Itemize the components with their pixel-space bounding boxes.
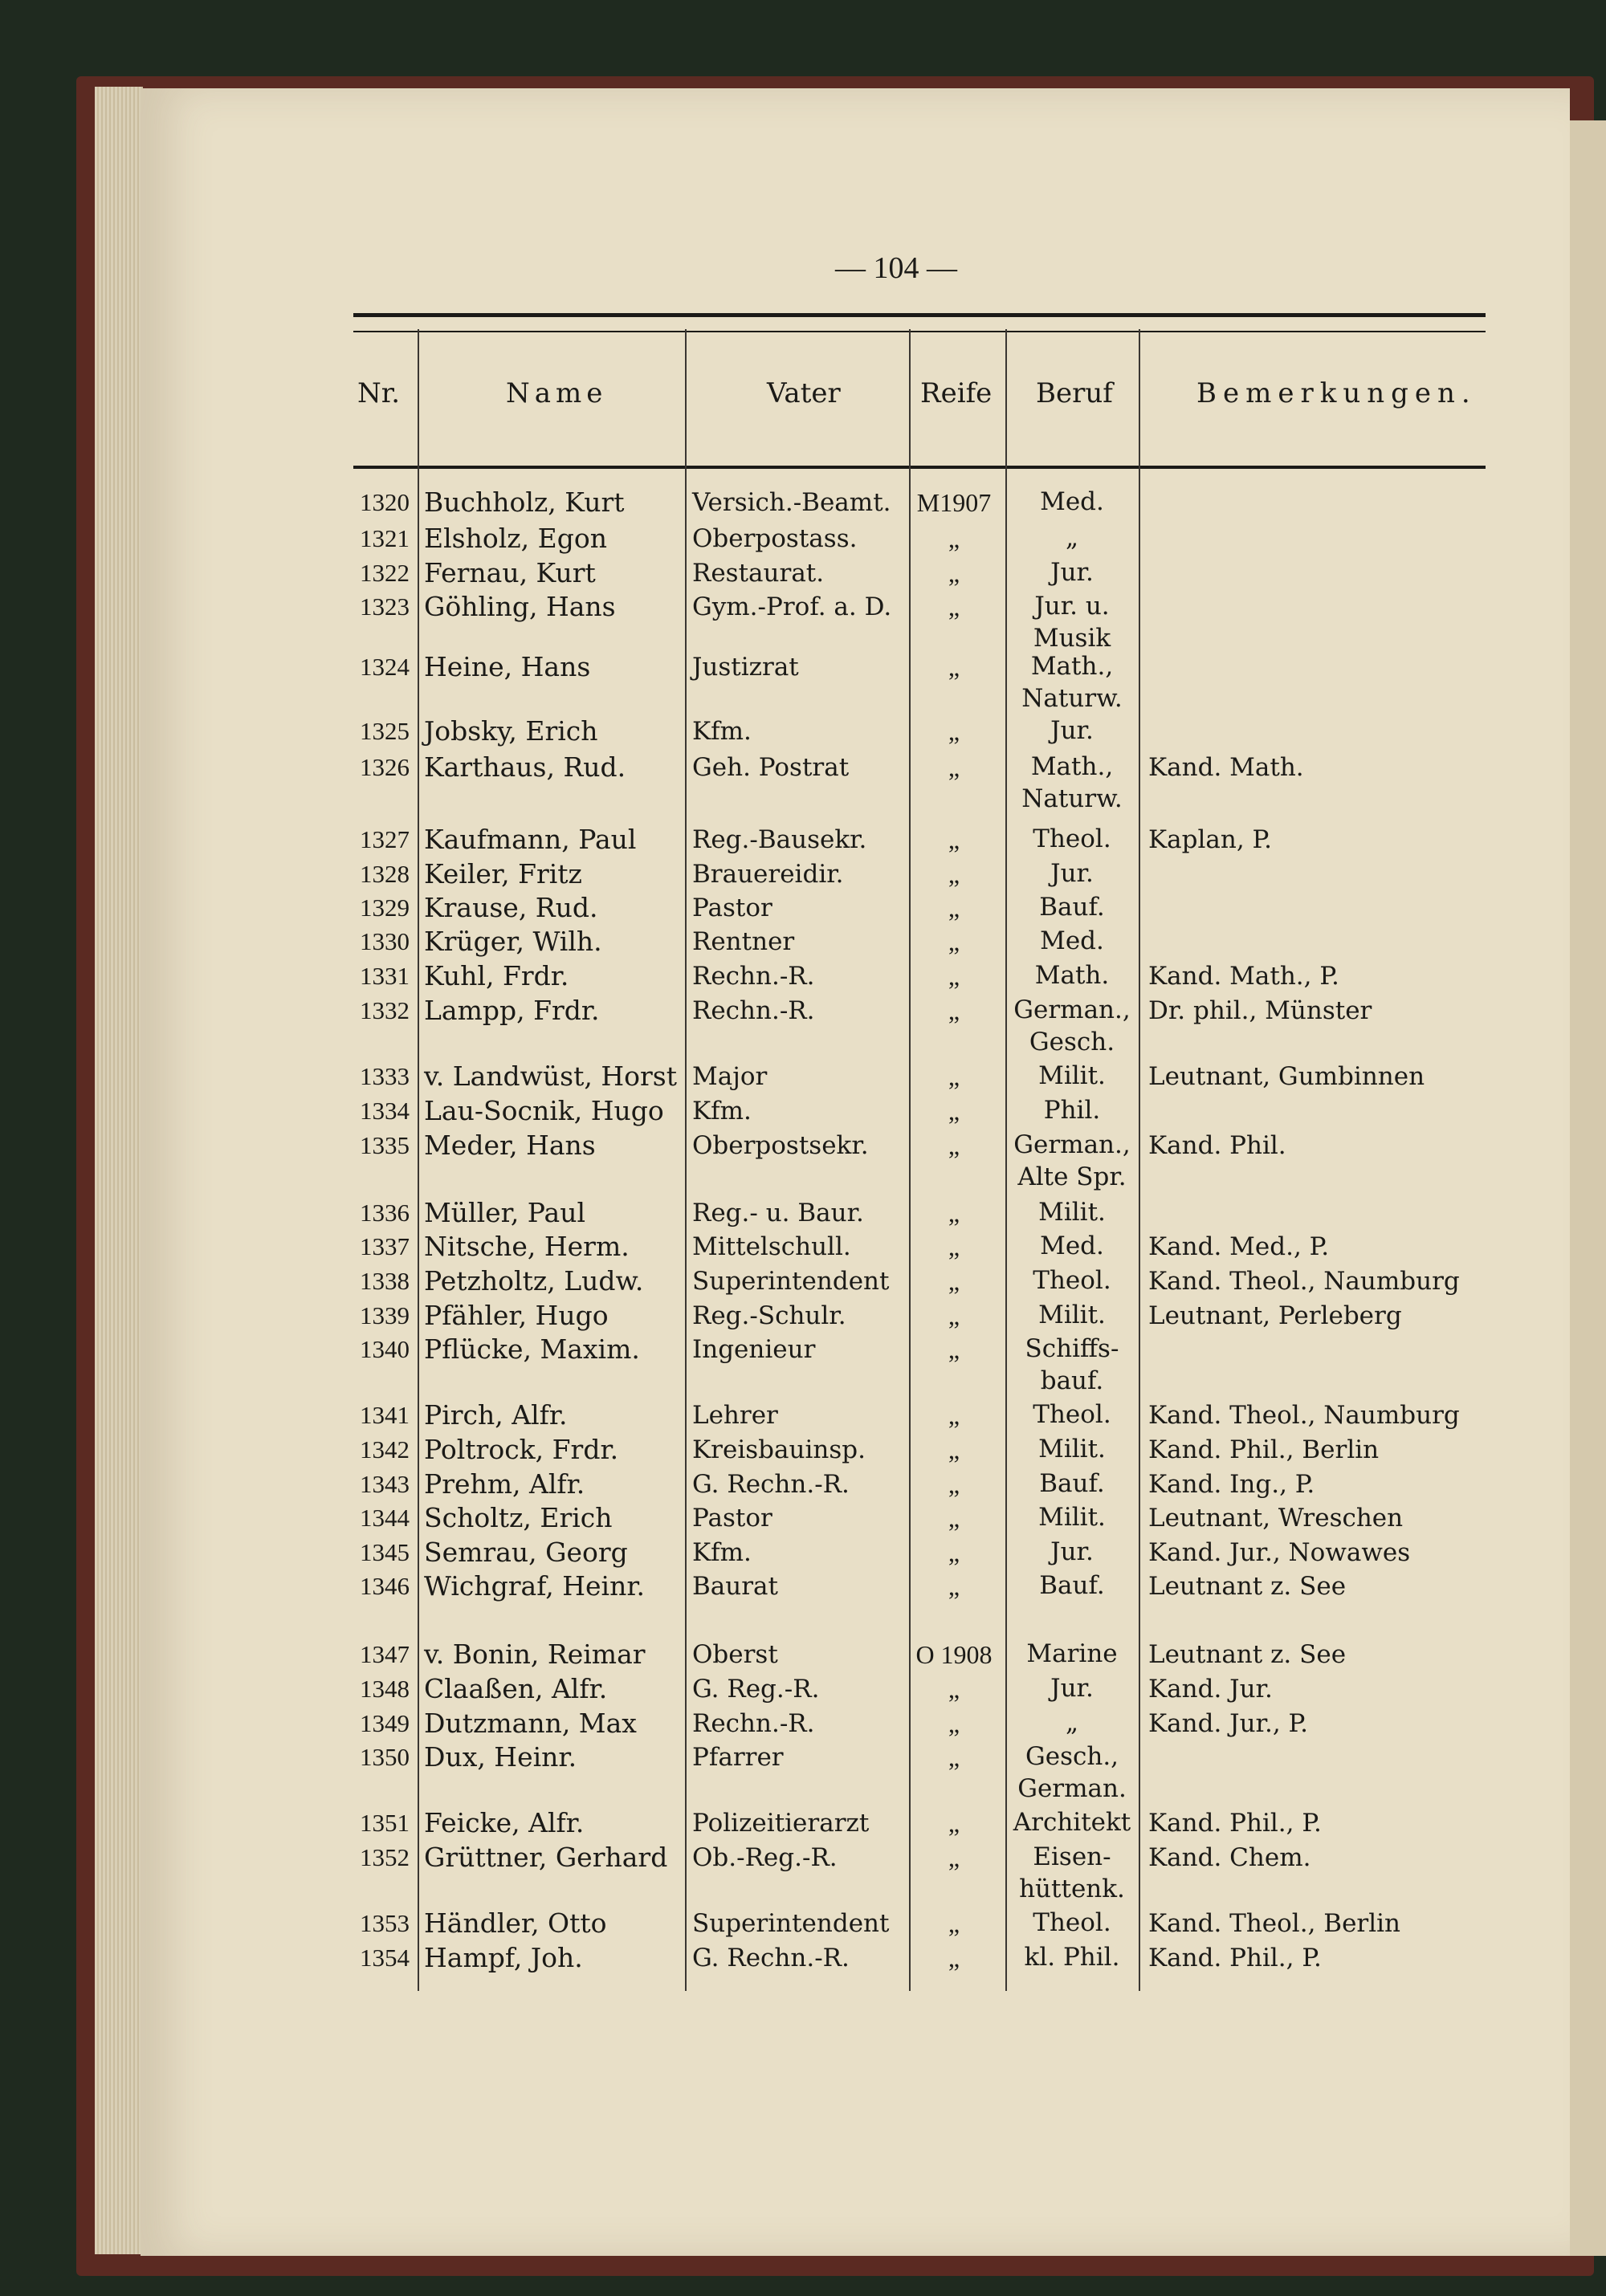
cell-nr: 1353 [360, 1909, 410, 1937]
table-row [0, 714, 1606, 750]
cell-reife: „ [948, 1843, 960, 1872]
cell-vater: Ob.-Reg.-R. [692, 1843, 838, 1872]
cell-nr: 1324 [360, 653, 410, 681]
cell-vater: G. Rechn.-R. [692, 1470, 850, 1499]
table-row [0, 486, 1606, 521]
cell-name: Semrau, Georg [424, 1537, 628, 1568]
cell-nr: 1336 [360, 1199, 410, 1227]
cell-beruf: Gesch., German. [1017, 1742, 1127, 1803]
cell-reife: „ [948, 996, 960, 1025]
cell-beruf: „ [1065, 1708, 1079, 1737]
cell-nr: 1328 [360, 860, 410, 888]
cell-name: Jobsky, Erich [424, 715, 598, 747]
cell-bem: Kand. Math. [1148, 753, 1304, 782]
cell-nr: 1352 [360, 1843, 410, 1871]
cell-bem: Kand. Phil. [1148, 1131, 1286, 1160]
cell-nr: 1321 [360, 524, 410, 552]
table-row [0, 891, 1606, 926]
cell-bem: Kand. Theol., Naumburg [1148, 1401, 1460, 1430]
cell-beruf: Jur. u. Musik [1033, 592, 1111, 653]
cell-name: Poltrock, Frdr. [424, 1434, 619, 1465]
cell-reife: „ [948, 1809, 960, 1838]
cell-nr: 1332 [360, 996, 410, 1024]
table-row [0, 751, 1606, 813]
table-row [0, 1333, 1606, 1395]
cell-name: Pflücke, Maxim. [424, 1333, 640, 1365]
cell-reife: „ [948, 1743, 960, 1772]
cell-name: Karthaus, Rud. [424, 751, 626, 783]
cell-nr: 1342 [360, 1435, 410, 1463]
table-row [0, 1806, 1606, 1842]
cell-reife: „ [948, 1267, 960, 1296]
cell-name: Göhling, Hans [424, 591, 616, 622]
cell-vater: Rentner [692, 927, 795, 956]
cell-beruf: Milit. [1038, 1198, 1106, 1227]
cell-reife: „ [948, 962, 960, 991]
cell-beruf: Jur. [1050, 716, 1094, 745]
cell-nr: 1329 [360, 894, 410, 922]
cell-beruf: „ [1065, 523, 1079, 552]
cell-beruf: Math. [1034, 961, 1110, 990]
header-vater: Vater [767, 377, 841, 409]
cell-vater: Rechn.-R. [692, 1709, 815, 1738]
table-row [0, 1060, 1606, 1095]
cell-name: Elsholz, Egon [424, 523, 607, 554]
cell-bem: Kand. Ing., P. [1148, 1470, 1315, 1499]
cell-beruf: Med. [1040, 1231, 1104, 1260]
table-row [0, 1501, 1606, 1537]
cell-name: Dux, Heinr. [424, 1741, 577, 1773]
cell-vater: G. Rechn.-R. [692, 1944, 850, 1972]
table-row [0, 1672, 1606, 1708]
cell-bem: Kand. Math., P. [1148, 962, 1339, 991]
cell-name: Kuhl, Frdr. [424, 960, 569, 991]
cell-bem: Leutnant, Wreschen [1148, 1504, 1404, 1533]
cell-bem: Kand. Med., P. [1148, 1232, 1330, 1261]
cell-beruf: Eisen- hüttenk. [1019, 1842, 1125, 1903]
cell-beruf: Math., Naturw. [1021, 752, 1123, 813]
cell-bem: Leutnant z. See [1148, 1572, 1347, 1601]
cell-reife: „ [948, 1470, 960, 1499]
table-row [0, 1094, 1606, 1130]
cell-beruf: German., Gesch. [1013, 995, 1131, 1056]
cell-name: Wichgraf, Heinr. [424, 1570, 645, 1602]
cell-nr: 1339 [360, 1301, 410, 1329]
cell-nr: 1335 [360, 1131, 410, 1159]
cell-beruf: Bauf. [1039, 893, 1105, 922]
cell-bem: Kand. Phil., Berlin [1148, 1435, 1380, 1464]
table-row [0, 1398, 1606, 1434]
cell-nr: 1325 [360, 717, 410, 745]
table-row [0, 994, 1606, 1056]
cell-nr: 1320 [360, 488, 410, 516]
cell-vater: Reg.-Schulr. [692, 1301, 846, 1330]
cell-name: Buchholz, Kurt [424, 486, 625, 518]
table-row [0, 1569, 1606, 1605]
cell-nr: 1331 [360, 962, 410, 990]
cell-name: Krüger, Wilh. [424, 926, 602, 957]
cell-reife: „ [948, 894, 960, 922]
header-bemerkungen: Bemerkungen. [1196, 377, 1477, 409]
cell-reife: „ [948, 592, 960, 621]
cell-beruf: Milit. [1038, 1435, 1106, 1463]
cell-bem: Kand. Phil., P. [1148, 1944, 1322, 1972]
cell-vater: Rechn.-R. [692, 996, 815, 1025]
table-row [0, 650, 1606, 713]
cell-name: Meder, Hans [424, 1130, 596, 1161]
table-row [0, 1230, 1606, 1265]
cell-bem: Kand. Jur., Nowawes [1148, 1538, 1411, 1567]
cell-vater: Pfarrer [692, 1743, 784, 1772]
table-row [0, 1841, 1606, 1903]
cell-beruf: Milit. [1038, 1301, 1106, 1329]
cell-name: Pirch, Alfr. [424, 1399, 568, 1431]
cell-beruf: Marine [1026, 1639, 1118, 1668]
cell-vater: Restaurat. [692, 559, 825, 588]
cell-name: Feicke, Alfr. [424, 1807, 585, 1838]
cell-name: Dutzmann, Max [424, 1708, 637, 1739]
cell-nr: 1334 [360, 1097, 410, 1125]
table-row [0, 857, 1606, 893]
table-row [0, 1129, 1606, 1191]
cell-nr: 1350 [360, 1743, 410, 1771]
cell-reife: „ [948, 1435, 960, 1464]
cell-name: Petzholtz, Ludw. [424, 1265, 644, 1297]
cell-reife: „ [948, 825, 960, 854]
cell-vater: Oberpostass. [692, 524, 858, 553]
header-nr: Nr. [357, 377, 401, 409]
cell-beruf: Architekt [1013, 1808, 1131, 1837]
table-row [0, 1468, 1606, 1503]
cell-bem: Kand. Chem. [1148, 1843, 1311, 1872]
cell-beruf: Theol. [1033, 1266, 1111, 1295]
cell-name: Müller, Paul [424, 1197, 586, 1228]
cell-reife: O 1908 [915, 1640, 993, 1669]
cell-bem: Kand. Jur., P. [1148, 1709, 1308, 1738]
cell-reife: „ [948, 1335, 960, 1364]
cell-vater: Geh. Postrat [692, 753, 850, 782]
table-row [0, 590, 1606, 653]
cell-name: Grüttner, Gerhard [424, 1842, 668, 1873]
cell-reife: „ [948, 1232, 960, 1261]
header-top-rule [353, 313, 1486, 317]
cell-reife: „ [948, 1401, 960, 1430]
cell-reife: „ [948, 860, 960, 889]
cell-name: Lampp, Frdr. [424, 995, 600, 1026]
header-top-rule-2 [353, 331, 1486, 332]
cell-vater: Superintendent [692, 1909, 890, 1938]
cell-reife: „ [948, 1909, 960, 1938]
cell-vater: Kfm. [692, 1097, 752, 1126]
cell-beruf: Phil. [1043, 1096, 1101, 1125]
cell-nr: 1338 [360, 1267, 410, 1295]
cell-nr: 1348 [360, 1675, 410, 1703]
cell-name: Claaßen, Alfr. [424, 1673, 608, 1704]
cell-vater: Superintendent [692, 1267, 890, 1296]
cell-vater: Justizrat [692, 653, 799, 682]
cell-nr: 1354 [360, 1944, 410, 1972]
cell-bem: Kaplan, P. [1148, 825, 1272, 854]
header-name: Name [506, 377, 608, 409]
cell-vater: Ingenieur [692, 1335, 816, 1364]
cell-vater: Versich.-Beamt. [692, 488, 891, 517]
cell-beruf: Math., Naturw. [1021, 652, 1123, 713]
table-row [0, 1638, 1606, 1673]
cell-vater: G. Reg.-R. [692, 1675, 820, 1704]
cell-beruf: Jur. [1050, 1674, 1094, 1703]
cell-name: Hampf, Joh. [424, 1942, 583, 1973]
cell-vater: Oberst [692, 1640, 778, 1669]
cell-name: Heine, Hans [424, 651, 591, 682]
cell-beruf: Jur. [1050, 558, 1094, 587]
header-reife: Reife [920, 377, 993, 409]
cell-nr: 1323 [360, 592, 410, 621]
cell-vater: Kfm. [692, 1538, 752, 1567]
cell-beruf: kl. Phil. [1024, 1943, 1120, 1972]
table-row [0, 1707, 1606, 1742]
cell-reife: „ [948, 1572, 960, 1601]
cell-nr: 1344 [360, 1504, 410, 1532]
cell-vater: Gym.-Prof. a. D. [692, 592, 892, 621]
header-beruf: Beruf [1036, 377, 1113, 409]
cell-vater: Baurat [692, 1572, 778, 1601]
cell-vater: Pastor [692, 1504, 772, 1533]
cell-reife: „ [948, 1504, 960, 1533]
cell-beruf: Theol. [1033, 824, 1111, 853]
table-row [0, 959, 1606, 995]
table-row [0, 925, 1606, 960]
cell-vater: Major [692, 1062, 768, 1091]
cell-name: Fernau, Kurt [424, 557, 596, 588]
cell-bem: Leutnant, Perleberg [1148, 1301, 1402, 1330]
cell-nr: 1340 [360, 1335, 410, 1363]
cell-beruf: Schiffs- bauf. [1025, 1334, 1119, 1395]
cell-reife: „ [948, 1062, 960, 1091]
cell-name: Pfähler, Hugo [424, 1300, 609, 1331]
cell-name: Nitsche, Herm. [424, 1231, 630, 1262]
cell-nr: 1333 [360, 1062, 410, 1090]
cell-vater: Rechn.-R. [692, 962, 815, 991]
cell-vater: Oberpostsekr. [692, 1131, 869, 1160]
header-bottom-rule [353, 466, 1486, 469]
cell-reife: „ [948, 524, 960, 553]
cell-reife: „ [948, 559, 960, 588]
cell-beruf: Jur. [1050, 1537, 1094, 1566]
cell-vater: Kfm. [692, 717, 752, 746]
cell-name: Kaufmann, Paul [424, 824, 637, 855]
cell-vater: Polizeitierarzt [692, 1809, 870, 1838]
cell-vater: Brauereidir. [692, 860, 844, 889]
cell-beruf: Milit. [1038, 1503, 1106, 1532]
cell-vater: Kreisbauinsp. [692, 1435, 866, 1464]
table-row [0, 522, 1606, 557]
cell-name: Keiler, Fritz [424, 858, 582, 889]
cell-beruf: Bauf. [1039, 1469, 1105, 1498]
table-row [0, 823, 1606, 858]
table-row [0, 556, 1606, 592]
cell-name: Händler, Otto [424, 1907, 607, 1939]
cell-nr: 1345 [360, 1538, 410, 1566]
cell-name: Lau-Socnik, Hugo [424, 1095, 664, 1126]
cell-name: Scholtz, Erich [424, 1502, 613, 1533]
table-row [0, 1941, 1606, 1976]
cell-bem: Kand. Theol., Berlin [1148, 1909, 1401, 1938]
cell-reife: „ [948, 1097, 960, 1126]
cell-nr: 1343 [360, 1470, 410, 1498]
cell-nr: 1347 [360, 1640, 410, 1668]
cell-beruf: Jur. [1050, 859, 1094, 888]
cell-beruf: Milit. [1038, 1061, 1106, 1090]
cell-beruf: Med. [1040, 487, 1104, 516]
cell-nr: 1326 [360, 753, 410, 781]
page-number: — 104 — [835, 251, 957, 285]
table-row [0, 1433, 1606, 1468]
table-row [0, 1740, 1606, 1803]
cell-nr: 1351 [360, 1809, 410, 1837]
cell-bem: Kand. Theol., Naumburg [1148, 1267, 1460, 1296]
cell-bem: Leutnant, Gumbinnen [1148, 1062, 1425, 1091]
cell-reife: „ [948, 1944, 960, 1972]
cell-name: Prehm, Alfr. [424, 1468, 585, 1500]
cell-bem: Kand. Phil., P. [1148, 1809, 1322, 1838]
cell-nr: 1349 [360, 1709, 410, 1737]
cell-nr: 1330 [360, 927, 410, 955]
cell-vater: Reg.- u. Baur. [692, 1199, 864, 1227]
cell-reife: „ [948, 653, 960, 682]
cell-reife: „ [948, 753, 960, 782]
table-row [0, 1299, 1606, 1334]
table-row [0, 1264, 1606, 1300]
cell-vater: Lehrer [692, 1401, 778, 1430]
cell-reife: M1907 [916, 488, 992, 517]
cell-nr: 1327 [360, 825, 410, 853]
cell-reife: „ [948, 1199, 960, 1227]
cell-vater: Pastor [692, 894, 772, 922]
cell-beruf: German., Alte Spr. [1013, 1130, 1131, 1191]
table-row [0, 1196, 1606, 1231]
cell-nr: 1341 [360, 1401, 410, 1429]
cell-bem: Dr. phil., Münster [1148, 996, 1372, 1025]
cell-nr: 1322 [360, 559, 410, 587]
cell-beruf: Bauf. [1039, 1571, 1105, 1600]
cell-reife: „ [948, 717, 960, 746]
table-row [0, 1907, 1606, 1942]
cell-reife: „ [948, 1675, 960, 1704]
cell-vater: Reg.-Bausekr. [692, 825, 867, 854]
cell-bem: Kand. Jur. [1148, 1675, 1273, 1704]
cell-nr: 1346 [360, 1572, 410, 1600]
cell-reife: „ [948, 1538, 960, 1567]
cell-name: Krause, Rud. [424, 892, 598, 923]
cell-beruf: Theol. [1033, 1400, 1111, 1429]
table-row [0, 1536, 1606, 1571]
cell-beruf: Theol. [1033, 1908, 1111, 1937]
cell-bem: Leutnant z. See [1148, 1640, 1347, 1669]
cell-beruf: Med. [1040, 926, 1104, 955]
cell-name: v. Bonin, Reimar [424, 1639, 646, 1670]
cell-reife: „ [948, 1301, 960, 1330]
cell-reife: „ [948, 1709, 960, 1738]
cell-reife: „ [948, 927, 960, 956]
cell-reife: „ [948, 1131, 960, 1160]
cell-nr: 1337 [360, 1232, 410, 1260]
cell-vater: Mittelschull. [692, 1232, 851, 1261]
cell-name: v. Landwüst, Horst [424, 1060, 677, 1092]
